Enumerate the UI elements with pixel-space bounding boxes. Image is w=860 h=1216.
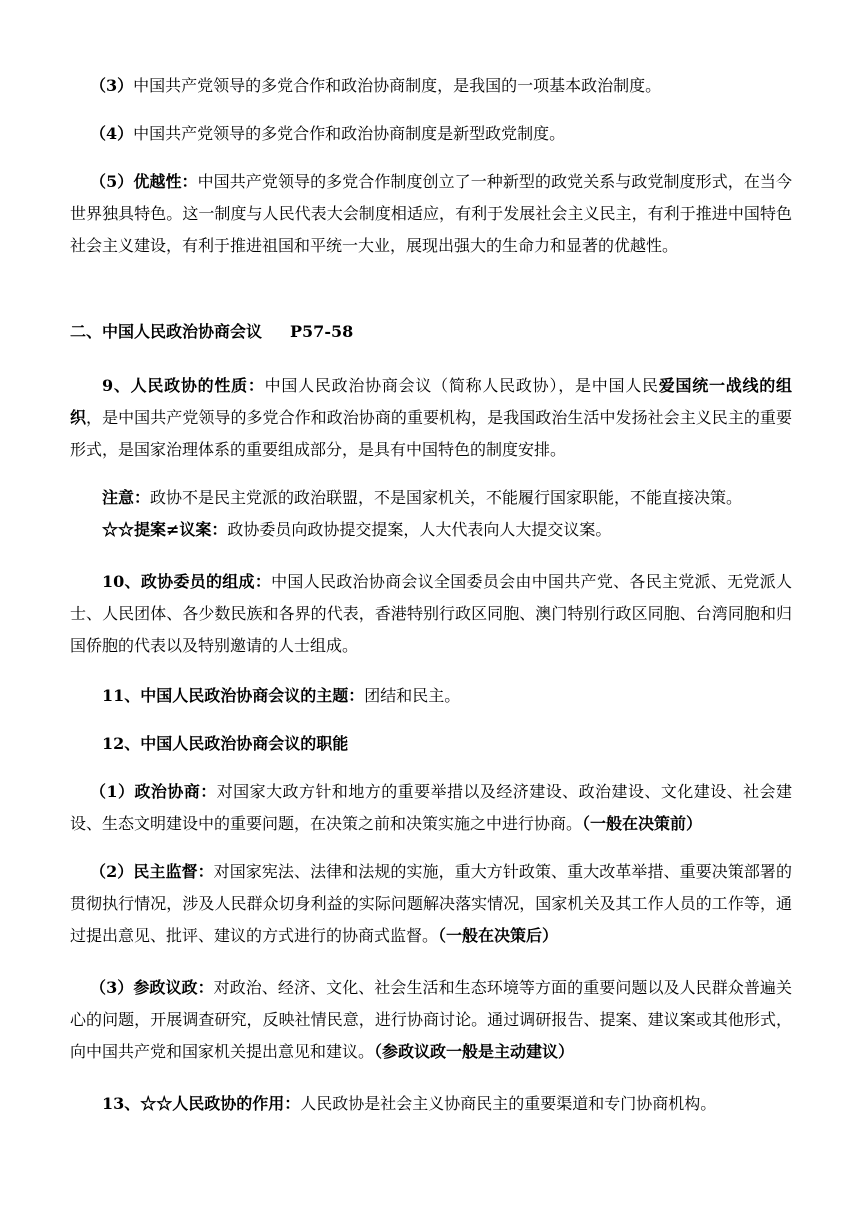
section-pages: P57-58 (290, 322, 354, 341)
item-13 (70, 1088, 792, 1120)
item-label: 9、人民政协的性质： (102, 376, 265, 395)
section-title: 二、中国人民政治协商会议 (70, 322, 263, 341)
function-label: （3）参政议政： (90, 978, 214, 997)
function-3 (70, 972, 792, 1068)
function-note: （一般在决策后） (438, 926, 559, 945)
item-11 (70, 680, 792, 712)
section-heading (70, 316, 792, 348)
paragraph-text: 中国共产党领导的多党合作和政治协商制度是新型政党制度。 (133, 124, 566, 143)
function-text: 对国家宪法、法律和法规的实施，重大方针政策、重大改革举措、重要决策部署的贯彻执行情况，涉及人民群众切身利益的实际问题解决落实情况，国家机关及其工作人员的工作等，通过提出意见、批评、建议的方式进行的协商式监督。 (70, 862, 792, 945)
item-label: 10、政协委员的组成： (102, 572, 272, 591)
proposal-line (70, 514, 792, 546)
item-12 (70, 728, 792, 760)
function-label: （1）政治协商： (90, 782, 217, 801)
item-10 (70, 566, 792, 662)
paragraph-text: 中国共产党领导的多党合作和政治协商制度，是我国的一项基本政治制度。 (133, 76, 662, 95)
paragraph-label: （3） (90, 76, 134, 95)
proposal-label: ☆☆提案≠议案： (102, 520, 228, 539)
item-label: 13、☆☆人民政协的作用： (102, 1094, 301, 1113)
note-text: 政协不是民主党派的政治联盟，不是国家机关，不能履行国家职能，不能直接决策。 (150, 488, 743, 507)
function-text: 对政治、经济、文化、社会生活和生态环境等方面的重要问题以及人民群众普遍关心的问题，开展调查研究，反映社情民意，进行协商讨论。通过调研报告、提案、建议案或其他形式，向中国共产党和国家机关提出意见和建议。 (70, 978, 792, 1061)
paragraph-label: （5）优越性： (90, 172, 198, 191)
function-label: （2）民主监督： (90, 862, 214, 881)
item-text: 中国人民政治协商会议全国委员会由中国共产党、各民主党派、无党派人士、人民团体、各少数民族和各界的代表，香港特别行政区同胞、澳门特别行政区同胞、台湾同胞和归国侨胞的代表以及特别邀请的人士组成。 (70, 572, 792, 655)
note-label: 注意： (102, 488, 151, 507)
paragraph-5 (70, 166, 792, 262)
paragraph-text: 中国共产党领导的多党合作制度创立了一种新型的政党关系与政党制度形式，在当今世界独具特色。这一制度与人民代表大会制度相适应，有利于发展社会主义民主，有利于推进中国特色社会主义建设，有利于推进祖国和平统一大业，展现出强大的生命力和显著的优越性。 (70, 172, 792, 255)
function-text: 对国家大政方针和地方的重要举措以及经济建设、政治建设、文化建设、社会建设、生态文明建设中的重要问题，在决策之前和决策实施之中进行协商。 (70, 782, 792, 833)
function-2 (70, 856, 792, 952)
item-text: 人民政协是社会主义协商民主的重要渠道和专门协商机构。 (300, 1094, 717, 1113)
function-note: （参政议政一般是主动建议） (374, 1042, 575, 1061)
item-label: 11、中国人民政治协商会议的主题： (102, 686, 365, 705)
item-text: 团结和民主。 (364, 686, 461, 705)
paragraph-3 (70, 70, 792, 102)
function-1 (70, 776, 792, 840)
function-note: （一般在决策前） (582, 814, 703, 833)
item-text: 中国人民政治协商会议（简称人民政协），是中国人民 (264, 376, 659, 395)
item-emphasis: 爱国统一战线的组织 (70, 376, 792, 427)
note-line (70, 482, 792, 514)
proposal-text: 政协委员向政协提交提案，人大代表向人大提交议案。 (227, 520, 612, 539)
paragraph-4 (70, 118, 792, 150)
item-text: ，是中国共产党领导的多党合作和政治协商的重要机构，是我国政治生活中发扬社会主义民主的重要形式，是国家治理体系的重要组成部分，是具有中国特色的制度安排。 (70, 408, 792, 459)
item-9 (70, 370, 792, 466)
item-label: 12、中国人民政治协商会议的职能 (102, 734, 349, 753)
paragraph-label: （4） (90, 124, 134, 143)
